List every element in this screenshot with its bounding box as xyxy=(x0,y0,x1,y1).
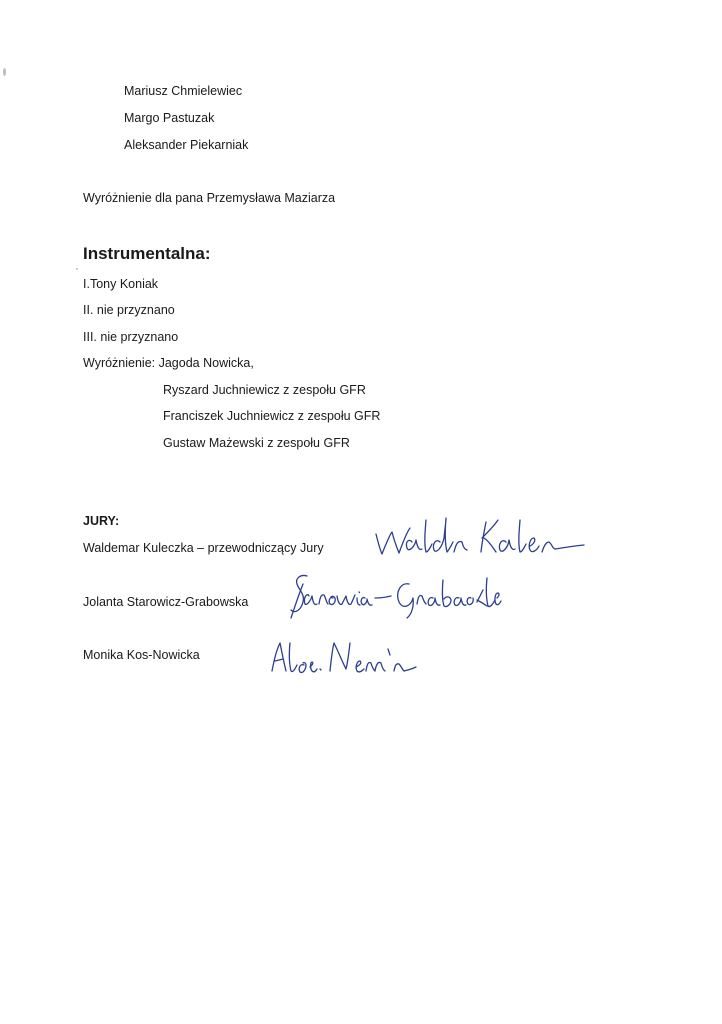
place-line: I.Tony Koniak xyxy=(83,277,159,291)
name-line: Margo Pastuzak xyxy=(124,111,215,125)
name-line: Mariusz Chmielewiec xyxy=(124,84,243,98)
place-line: III. nie przyznano xyxy=(83,330,179,344)
scan-speck xyxy=(3,68,6,76)
distinction-line: Ryszard Juchniewicz z zespołu GFR xyxy=(163,383,366,397)
jury-member: Waldemar Kuleczka – przewodniczący Jury xyxy=(83,541,324,555)
name-line: Aleksander Piekarniak xyxy=(124,138,249,152)
scan-speck xyxy=(76,268,78,270)
signature-kos-nowicka xyxy=(268,633,418,677)
section-heading: Instrumentalna: xyxy=(83,244,211,263)
distinction-line: Wyróżnienie dla pana Przemysława Maziarza xyxy=(83,191,336,205)
distinction-line: Franciszek Juchniewicz z zespołu GFR xyxy=(163,409,381,423)
signature-starowicz-grabowska xyxy=(287,566,502,622)
jury-member: Jolanta Starowicz-Grabowska xyxy=(83,595,249,609)
jury-member: Monika Kos-Nowicka xyxy=(83,648,200,662)
signature-kuleczka xyxy=(372,508,587,558)
distinction-line: Wyróżnienie: Jagoda Nowicka, xyxy=(83,356,254,370)
distinction-line: Gustaw Mażewski z zespołu GFR xyxy=(163,436,350,450)
place-line: II. nie przyznano xyxy=(83,303,175,317)
jury-heading: JURY: xyxy=(83,514,120,528)
